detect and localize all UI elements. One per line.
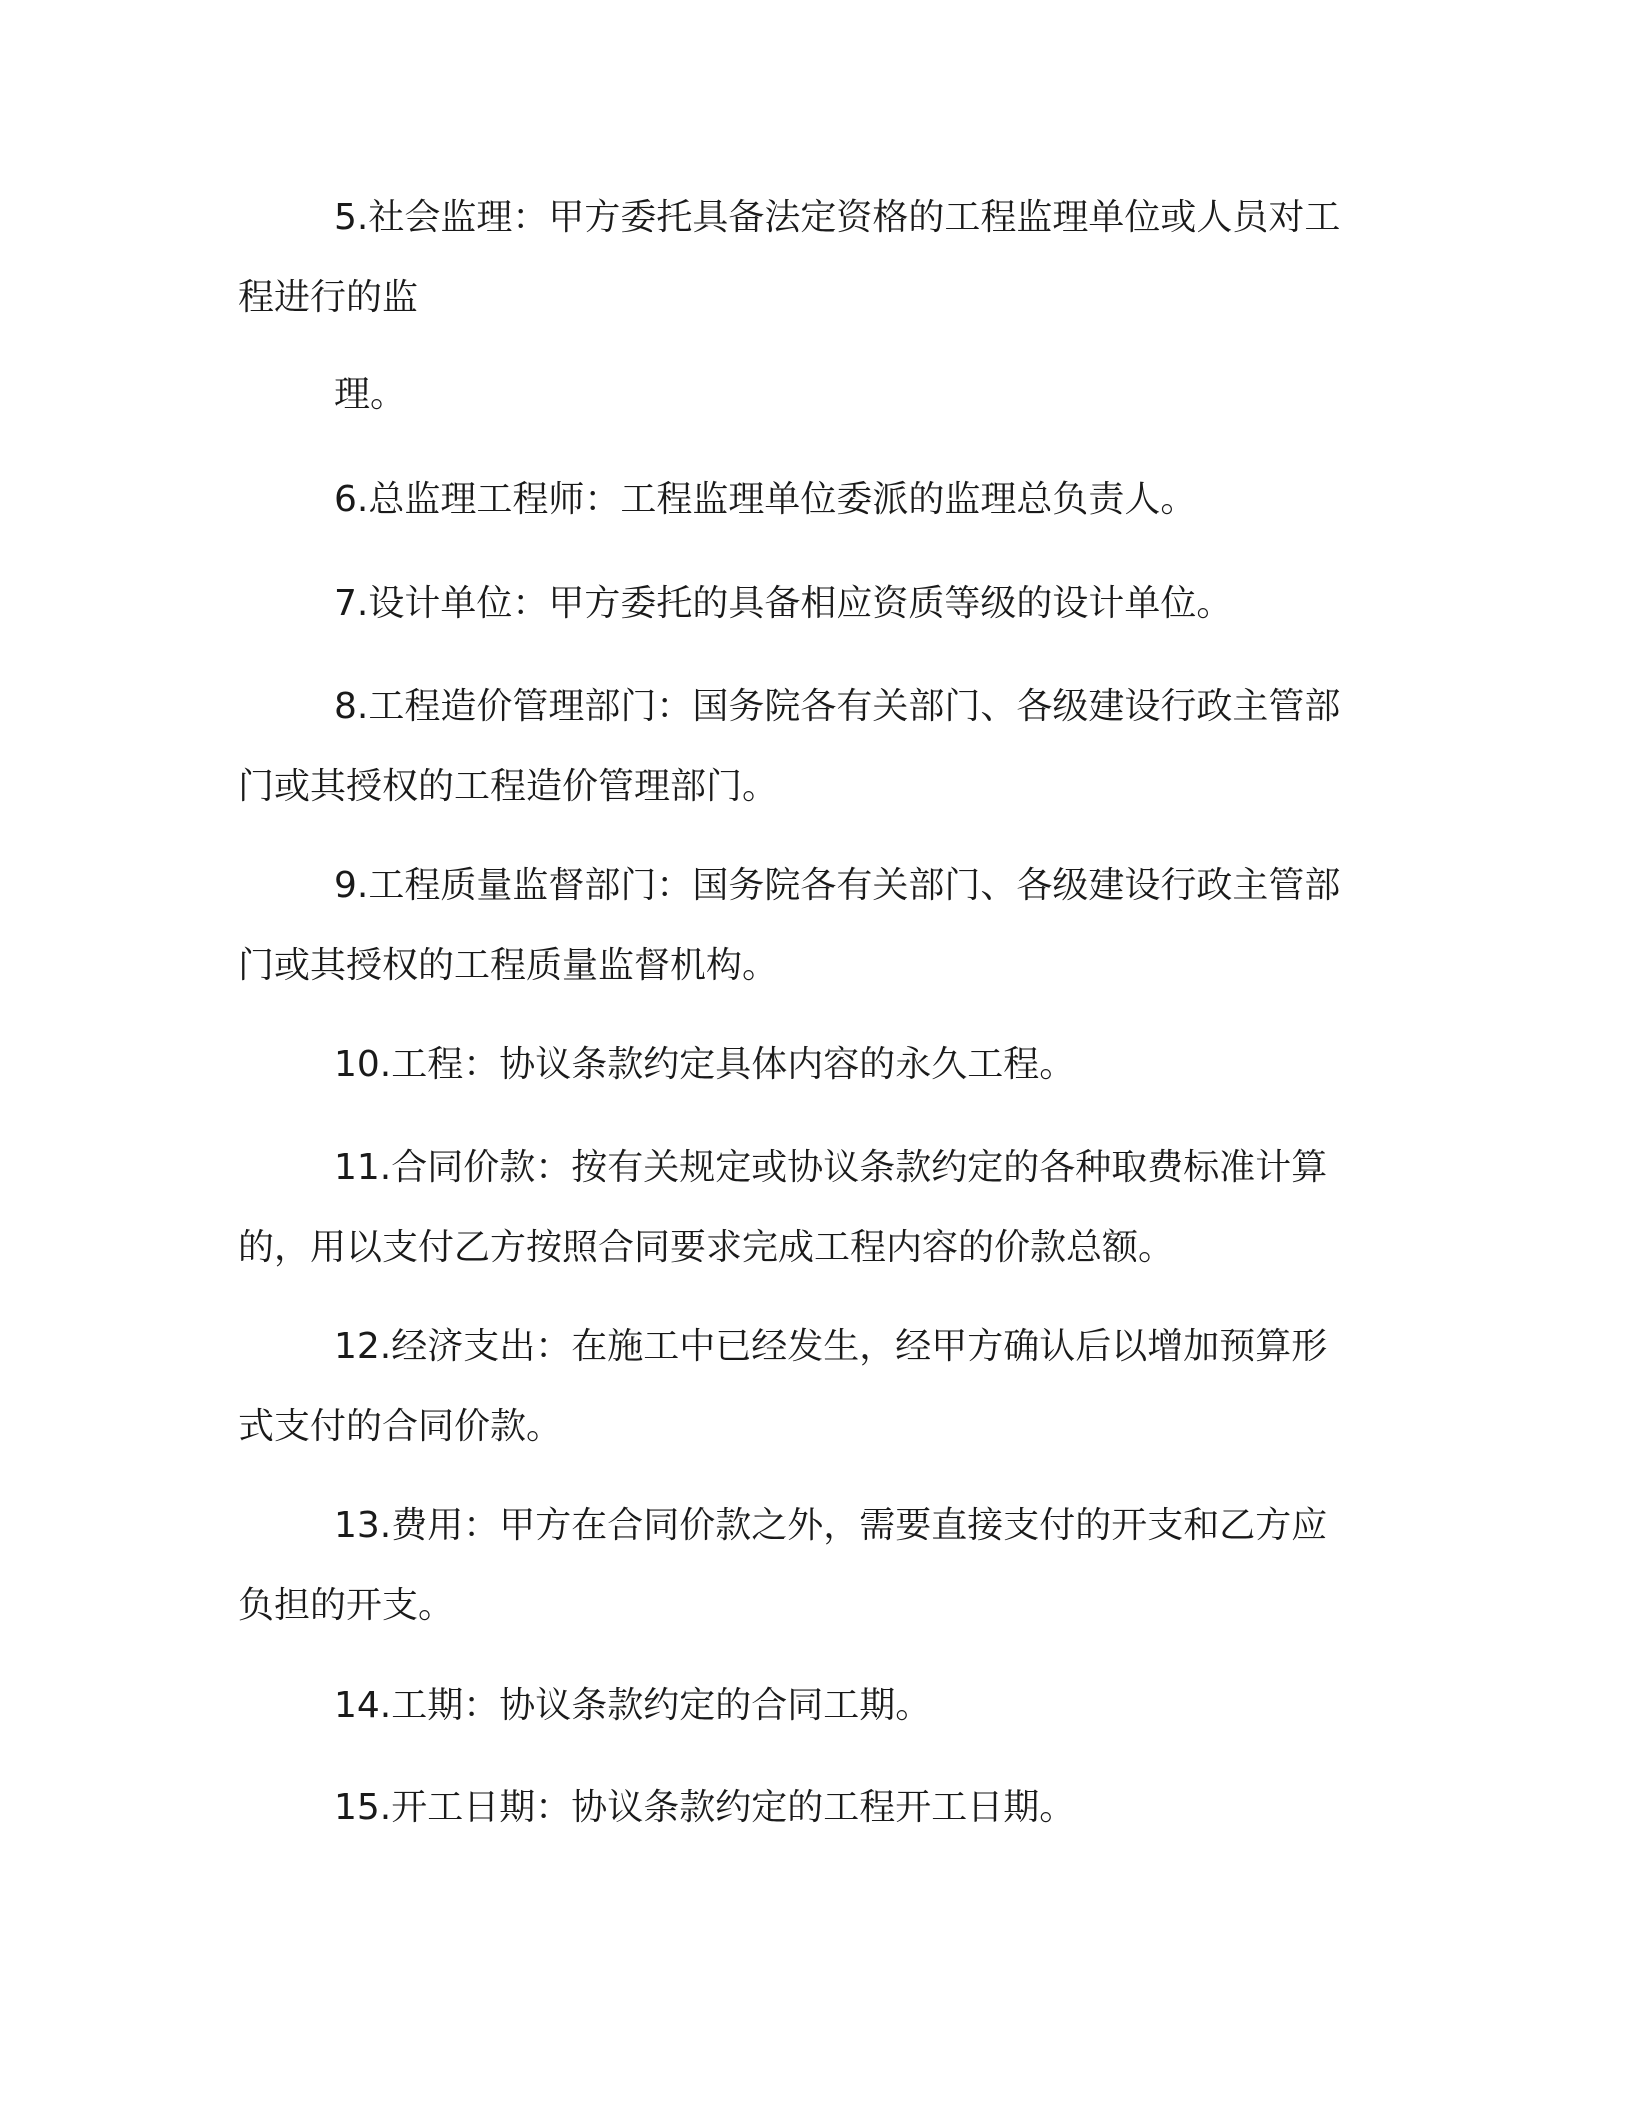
clause-11-line-1: 11.合同价款：按有关规定或协议条款约定的各种取费标准计算 bbox=[334, 1147, 1328, 1188]
clause-13-line-1: 13.费用：甲方在合同价款之外，需要直接支付的开支和乙方应 bbox=[334, 1505, 1328, 1546]
clause-12-line-1: 12.经济支出：在施工中已经发生，经甲方确认后以增加预算形 bbox=[334, 1326, 1328, 1367]
clause-13-line-2: 负担的开支。 bbox=[238, 1585, 455, 1626]
clause-13-paragraph bbox=[238, 1486, 1378, 1646]
clause-8-line-2: 门或其授权的工程造价管理部门。 bbox=[238, 766, 779, 807]
clause-6-paragraph bbox=[238, 460, 1378, 540]
clause-5-continuation bbox=[238, 355, 1378, 435]
clause-5-line-3: 理。 bbox=[334, 374, 407, 415]
clause-12-line-2: 式支付的合同价款。 bbox=[238, 1406, 563, 1447]
clause-15-line-1: 15.开工日期：协议条款约定的工程开工日期。 bbox=[334, 1787, 1076, 1828]
clause-10-paragraph bbox=[238, 1025, 1378, 1105]
clause-5-line-1: 5.社会监理：甲方委托具备法定资格的工程监理单位或人员对工 bbox=[334, 197, 1341, 238]
clause-11-line-2: 的，用以支付乙方按照合同要求完成工程内容的价款总额。 bbox=[238, 1227, 1175, 1268]
clause-8-paragraph bbox=[238, 667, 1378, 827]
clause-8-line-1: 8.工程造价管理部门：国务院各有关部门、各级建设行政主管部 bbox=[334, 686, 1341, 727]
clause-5-line-2: 程进行的监 bbox=[238, 277, 419, 318]
clause-9-paragraph bbox=[238, 846, 1378, 1006]
clause-11-paragraph bbox=[238, 1128, 1378, 1288]
clause-14-line-1: 14.工期：协议条款约定的合同工期。 bbox=[334, 1685, 932, 1726]
clause-9-line-1: 9.工程质量监督部门：国务院各有关部门、各级建设行政主管部 bbox=[334, 865, 1341, 906]
clause-15-paragraph bbox=[238, 1768, 1378, 1848]
clause-14-paragraph bbox=[238, 1666, 1378, 1746]
clause-5-paragraph bbox=[238, 178, 1378, 338]
clause-7-paragraph bbox=[238, 564, 1378, 644]
clause-9-line-2: 门或其授权的工程质量监督机构。 bbox=[238, 945, 779, 986]
clause-7-line-1: 7.设计单位：甲方委托的具备相应资质等级的设计单位。 bbox=[334, 583, 1233, 624]
clause-10-line-1: 10.工程：协议条款约定具体内容的永久工程。 bbox=[334, 1044, 1076, 1085]
clause-12-paragraph bbox=[238, 1307, 1378, 1467]
clause-6-line-1: 6.总监理工程师：工程监理单位委派的监理总负责人。 bbox=[334, 479, 1197, 520]
